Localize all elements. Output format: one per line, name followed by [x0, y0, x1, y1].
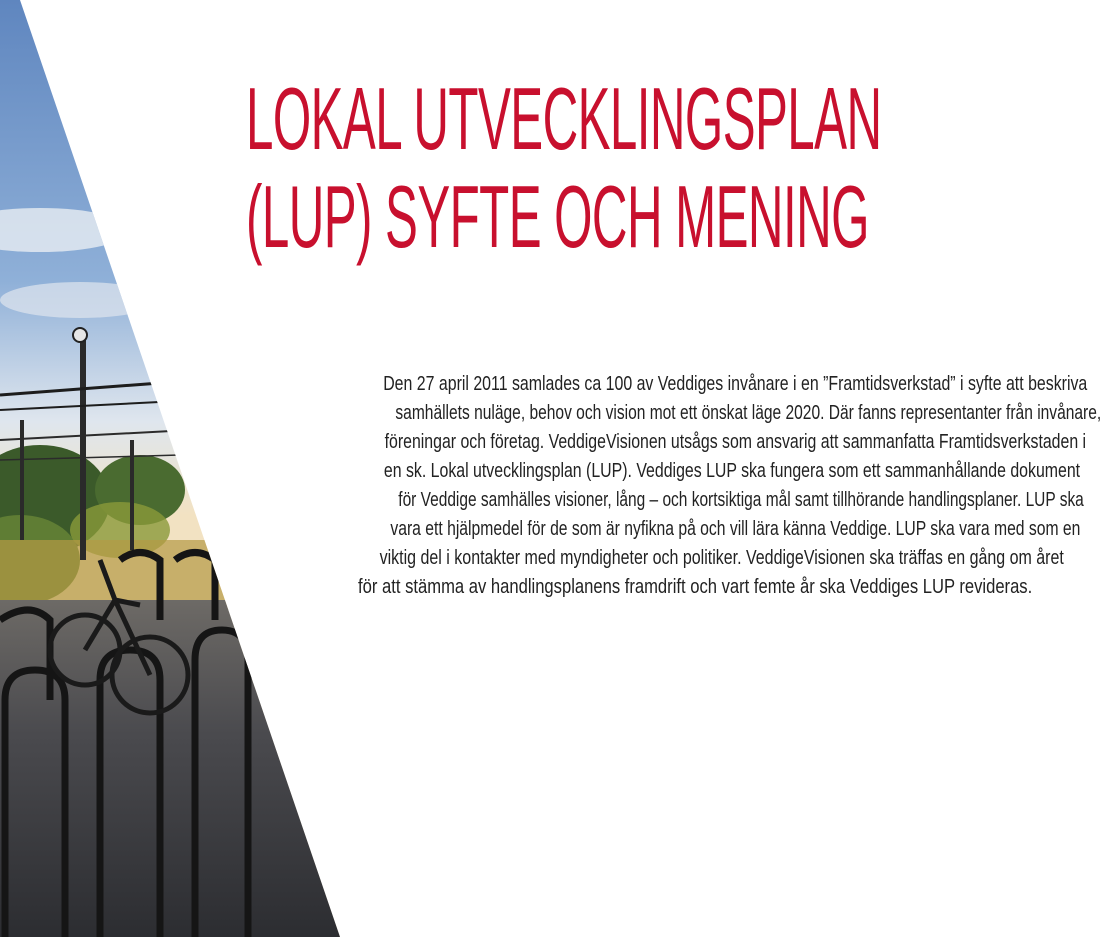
paragraph-line: viktig del i kontakter med myndigheter och politiker. VeddigeVisionen ska träffas en gång om året	[379, 547, 1064, 569]
paragraph-line: för att stämma av handlingsplanens framdrift och vart femte år ska Veddiges LUP revideras.	[358, 576, 1033, 598]
title-line-2: (LUP) SYFTE OCH MENING	[246, 167, 869, 266]
page-title	[246, 70, 958, 266]
paragraph-line: en sk. Lokal utvecklingsplan (LUP). Veddiges LUP ska fungera som ett sammanhållande dokument	[383, 460, 1081, 482]
paragraph-line: Den 27 april 2011 samlades ca 100 av Veddiges invånare i en ”Framtidsverkstad” i syfte att beskriva	[383, 373, 1088, 395]
intro-paragraph	[236, 370, 1101, 602]
paragraph-line: för Veddige samhälles visioner, lång – och kortsiktiga mål samt tillhörande handlingsplaner. LUP ska	[398, 489, 1084, 511]
paragraph-line: föreningar och företag. VeddigeVisionen utsågs som ansvarig att sammanfatta Framtidsverkstaden i	[384, 431, 1087, 453]
paragraph-line: samhällets nuläge, behov och vision mot ett önskat läge 2020. Där fanns representanter från invånare,	[395, 402, 1101, 424]
title-line-1: LOKAL UTVECKLINGSPLAN	[246, 69, 882, 168]
paragraph-line: vara ett hjälpmedel för de som är nyfikna på och vill lära känna Veddige. LUP ska vara med som en	[390, 518, 1081, 540]
